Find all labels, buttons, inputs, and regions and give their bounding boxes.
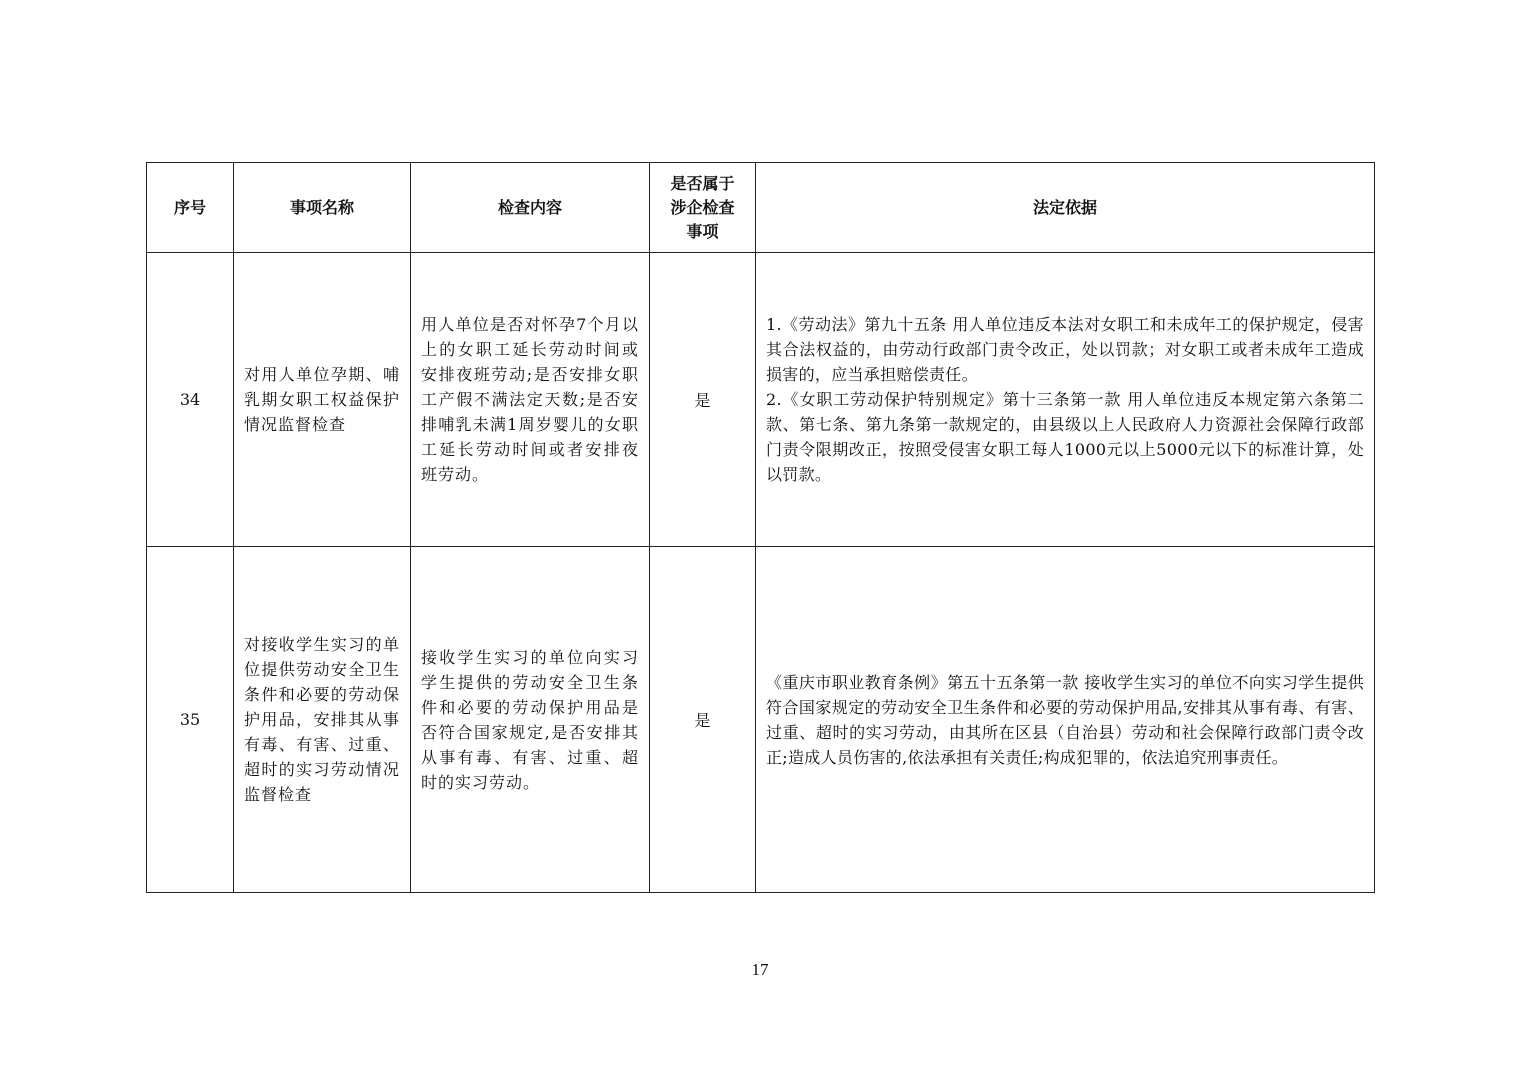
table-row: [147, 253, 1375, 547]
header-seq: 序号: [147, 163, 234, 253]
legal-basis-clause: 1.《劳动法》第九十五条 用人单位违反本法对女职工和未成年工的保护规定，侵害其合法权益的，由劳动行政部门责令改正，处以罚款；对女职工或者未成年工造成损害的，应当承担赔偿责任。: [766, 315, 1364, 384]
legal-basis-clause: 2.《女职工劳动保护特别规定》第十三条第一款 用人单位违反本规定第六条第二款、第七条、第九条第一款规定的，由县级以上人民政府人力资源社会保障行政部门责令限期改正，按照受侵害女职工每人1000元以上5000元以下的标准计算，处以罚款。: [766, 390, 1364, 484]
header-legal-basis: 法定依据: [756, 163, 1375, 253]
header-enterprise-label: 是否属于涉企检查事项: [670, 173, 735, 241]
table-header-row: [147, 163, 1375, 253]
row-seq: 34: [147, 253, 234, 547]
row-seq: 35: [147, 547, 234, 893]
page-number: 17: [751, 960, 769, 979]
inspection-items-table: [146, 162, 1375, 893]
row-check-content: 用人单位是否对怀孕7个月以上的女职工延长劳动时间或安排夜班劳动;是否安排女职工产假不满法定天数;是否安排哺乳未满1周岁婴儿的女职工延长劳动时间或者安排夜班劳动。: [411, 253, 650, 547]
header-check-content: 检查内容: [411, 163, 650, 253]
row-enterprise-related: 是: [650, 547, 756, 893]
header-item-name: 事项名称: [234, 163, 411, 253]
row-item-name: 对接收学生实习的单位提供劳动安全卫生条件和必要的劳动保护用品，安排其从事有毒、有害、过重、超时的实习劳动情况监督检查: [234, 547, 411, 893]
row-legal-basis: [756, 547, 1375, 893]
header-enterprise-related: [650, 163, 756, 253]
row-legal-basis: [756, 253, 1375, 547]
legal-basis-clause: 《重庆市职业教育条例》第五十五条第一款 接收学生实习的单位不向实习学生提供符合国家规定的劳动安全卫生条件和必要的劳动保护用品,安排其从事有毒、有害、过重、超时的实习劳动，由其所在区县（自治县）劳动和社会保障行政部门责令改正;造成人员伤害的,依法承担有关责任;构成犯罪的，依法追究刑事责任。: [766, 672, 1364, 767]
row-check-content: 接收学生实习的单位向实习学生提供的劳动安全卫生条件和必要的劳动保护用品是否符合国家规定,是否安排其从事有毒、有害、过重、超时的实习劳动。: [411, 547, 650, 893]
row-item-name: 对用人单位孕期、哺乳期女职工权益保护情况监督检查: [234, 253, 411, 547]
table-row: [147, 547, 1375, 893]
row-enterprise-related: 是: [650, 253, 756, 547]
